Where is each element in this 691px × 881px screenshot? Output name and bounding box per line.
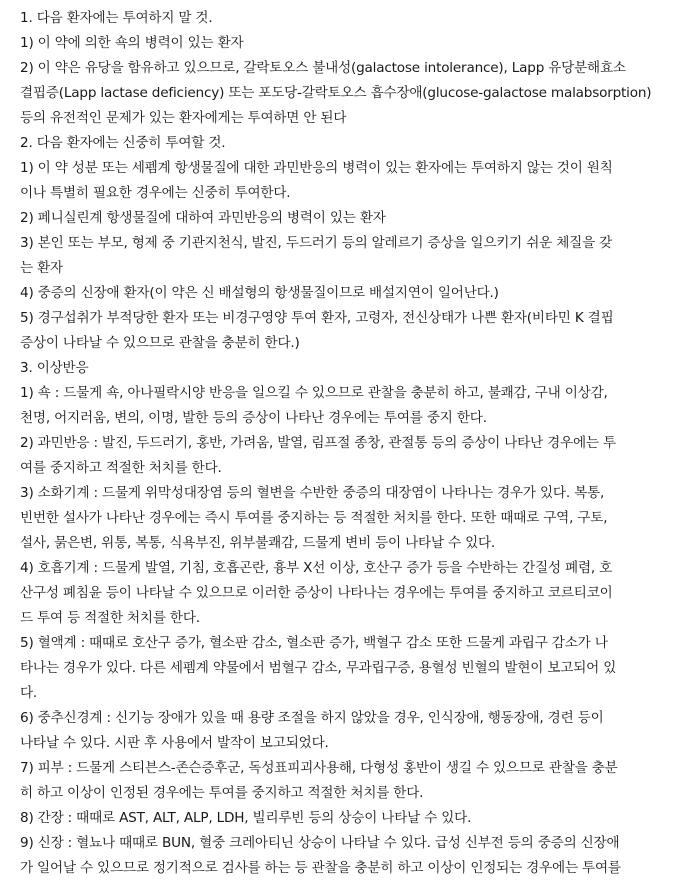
text-line: 이나 특별히 필요한 경우에는 신중히 투여한다. <box>20 185 291 201</box>
text-line: 5) 경구섭취가 부적당한 환자 또는 비경구영양 투여 환자, 고령자, 전신상태가 나쁜 환자(비타민 K 결핍 <box>20 310 614 326</box>
text-line: 드 투여 등 적절한 처치를 한다. <box>20 610 200 626</box>
text-line: 결핍증(Lapp lactase deficiency) 또는 포도당-갈락토오스 흡수장애(glucose-galactose malabsorption) <box>20 85 652 101</box>
text-line: 4) 중증의 신장애 환자(이 약은 신 배설형의 항생물질이므로 배설지연이 일어난다.) <box>20 285 499 301</box>
text-line: 는 환자 <box>20 260 63 276</box>
text-line: 8) 간장 : 때때로 AST, ALT, ALP, LDH, 빌리루빈 등의 상승이 나타날 수 있다. <box>20 810 472 826</box>
text-line: 다. <box>20 685 38 701</box>
text-line: 2) 이 약은 유당을 함유하고 있으므로, 갈락토오스 불내성(galactose intolerance), Lapp 유당분해효소 <box>20 60 626 76</box>
text-line: 1) 이 약에 의한 쇽의 병력이 있는 환자 <box>20 35 244 51</box>
text-line: 3) 본인 또는 부모, 형제 중 기관지천식, 발진, 두드러기 등의 알레르기 증상을 일으키기 쉬운 체질을 갖 <box>20 235 613 251</box>
text-line: 7) 피부 : 드물게 스티븐스-존슨증후군, 독성표피괴사용해, 다형성 홍반이 생길 수 있으므로 관찰을 충분 <box>20 760 618 776</box>
heading-contraindications: 1. 다음 환자에는 투여하지 말 것. <box>20 10 213 26</box>
text-line: 빈번한 설사가 나타난 경우에는 즉시 투여를 중지하는 등 적절한 처치를 한다. 또한 때때로 구역, 구토, <box>20 510 608 526</box>
text-line: 타나는 경우가 있다. 다른 세펨계 약물에서 범혈구 감소, 무과립구증, 용혈성 빈혈의 발현이 보고되어 있 <box>20 660 617 676</box>
text-line: 5) 혈액계 : 때때로 호산구 증가, 혈소판 감소, 혈소판 증가, 백혈구 감소 또한 드물게 과립구 감소가 나 <box>20 635 608 651</box>
text-line: 2) 과민반응 : 발진, 두드러기, 홍반, 가려움, 발열, 림프절 종창, 관절통 등의 증상이 나타난 경우에는 투 <box>20 435 616 451</box>
text-line: 3) 소화기계 : 드물게 위막성대장염 등의 혈변을 수반한 중증의 대장염이 나타나는 경우가 있다. 복통, <box>20 485 605 501</box>
heading-adverse-reactions: 3. 이상반응 <box>20 360 89 376</box>
text-line: 9) 신장 : 혈뇨나 때때로 BUN, 혈중 크레아티닌 상승이 나타날 수 있다. 급성 신부전 등의 중증의 신장애 <box>20 835 620 851</box>
text-line: 설사, 묽은변, 위통, 복통, 식욕부진, 위부불쾌감, 드물게 변비 등이 나타날 수 있다. <box>20 535 496 551</box>
text-line: 산구성 폐침윤 등이 나타날 수 있으므로 이러한 증상이 나타나는 경우에는 투여를 중지하고 코르티코이 <box>20 585 613 601</box>
text-line: 등의 유전적인 문제가 있는 환자에게는 투여하면 안 된다 <box>20 110 347 126</box>
text-line: 가 일어날 수 있으므로 정기적으로 검사를 하는 등 관찰을 충분히 하고 이상이 인정되는 경우에는 투여를 <box>20 860 621 876</box>
heading-careful-administration: 2. 다음 환자에는 신중히 투여할 것. <box>20 135 226 151</box>
text-line: 2) 페니실린계 항생물질에 대하여 과민반응의 병력이 있는 환자 <box>20 210 386 226</box>
text-line: 6) 중추신경계 : 신기능 장애가 있을 때 용량 조절을 하지 않았을 경우, 인식장애, 행동장애, 경련 등이 <box>20 710 604 726</box>
text-line: 1) 쇽 : 드물게 쇽, 아나필락시양 반응을 일으킬 수 있으므로 관찰을 충분히 하고, 불쾌감, 구내 이상감, <box>20 385 608 401</box>
text-line: 여를 중지하고 적절한 처치를 한다. <box>20 460 222 476</box>
text-line: 천명, 어지러움, 변의, 이명, 발한 등의 증상이 나타난 경우에는 투여를 중지 한다. <box>20 410 487 426</box>
text-line: 히 하고 이상이 인정된 경우에는 투여를 중지하고 적절한 처치를 한다. <box>20 785 424 801</box>
text-line: 4) 호흡기계 : 드물게 발열, 기침, 호흡곤란, 흉부 X선 이상, 호산구 증가 등을 수반하는 간질성 폐렴, 호 <box>20 560 613 576</box>
text-line: 1) 이 약 성분 또는 세펨계 항생물질에 대한 과민반응의 병력이 있는 환자에는 투여하지 않는 것이 원칙 <box>20 160 613 176</box>
text-line: 증상이 나타날 수 있으므로 관찰을 충분히 한다.) <box>20 335 300 351</box>
text-line: 나타날 수 있다. 시판 후 사용에서 발작이 보고되었다. <box>20 735 329 751</box>
